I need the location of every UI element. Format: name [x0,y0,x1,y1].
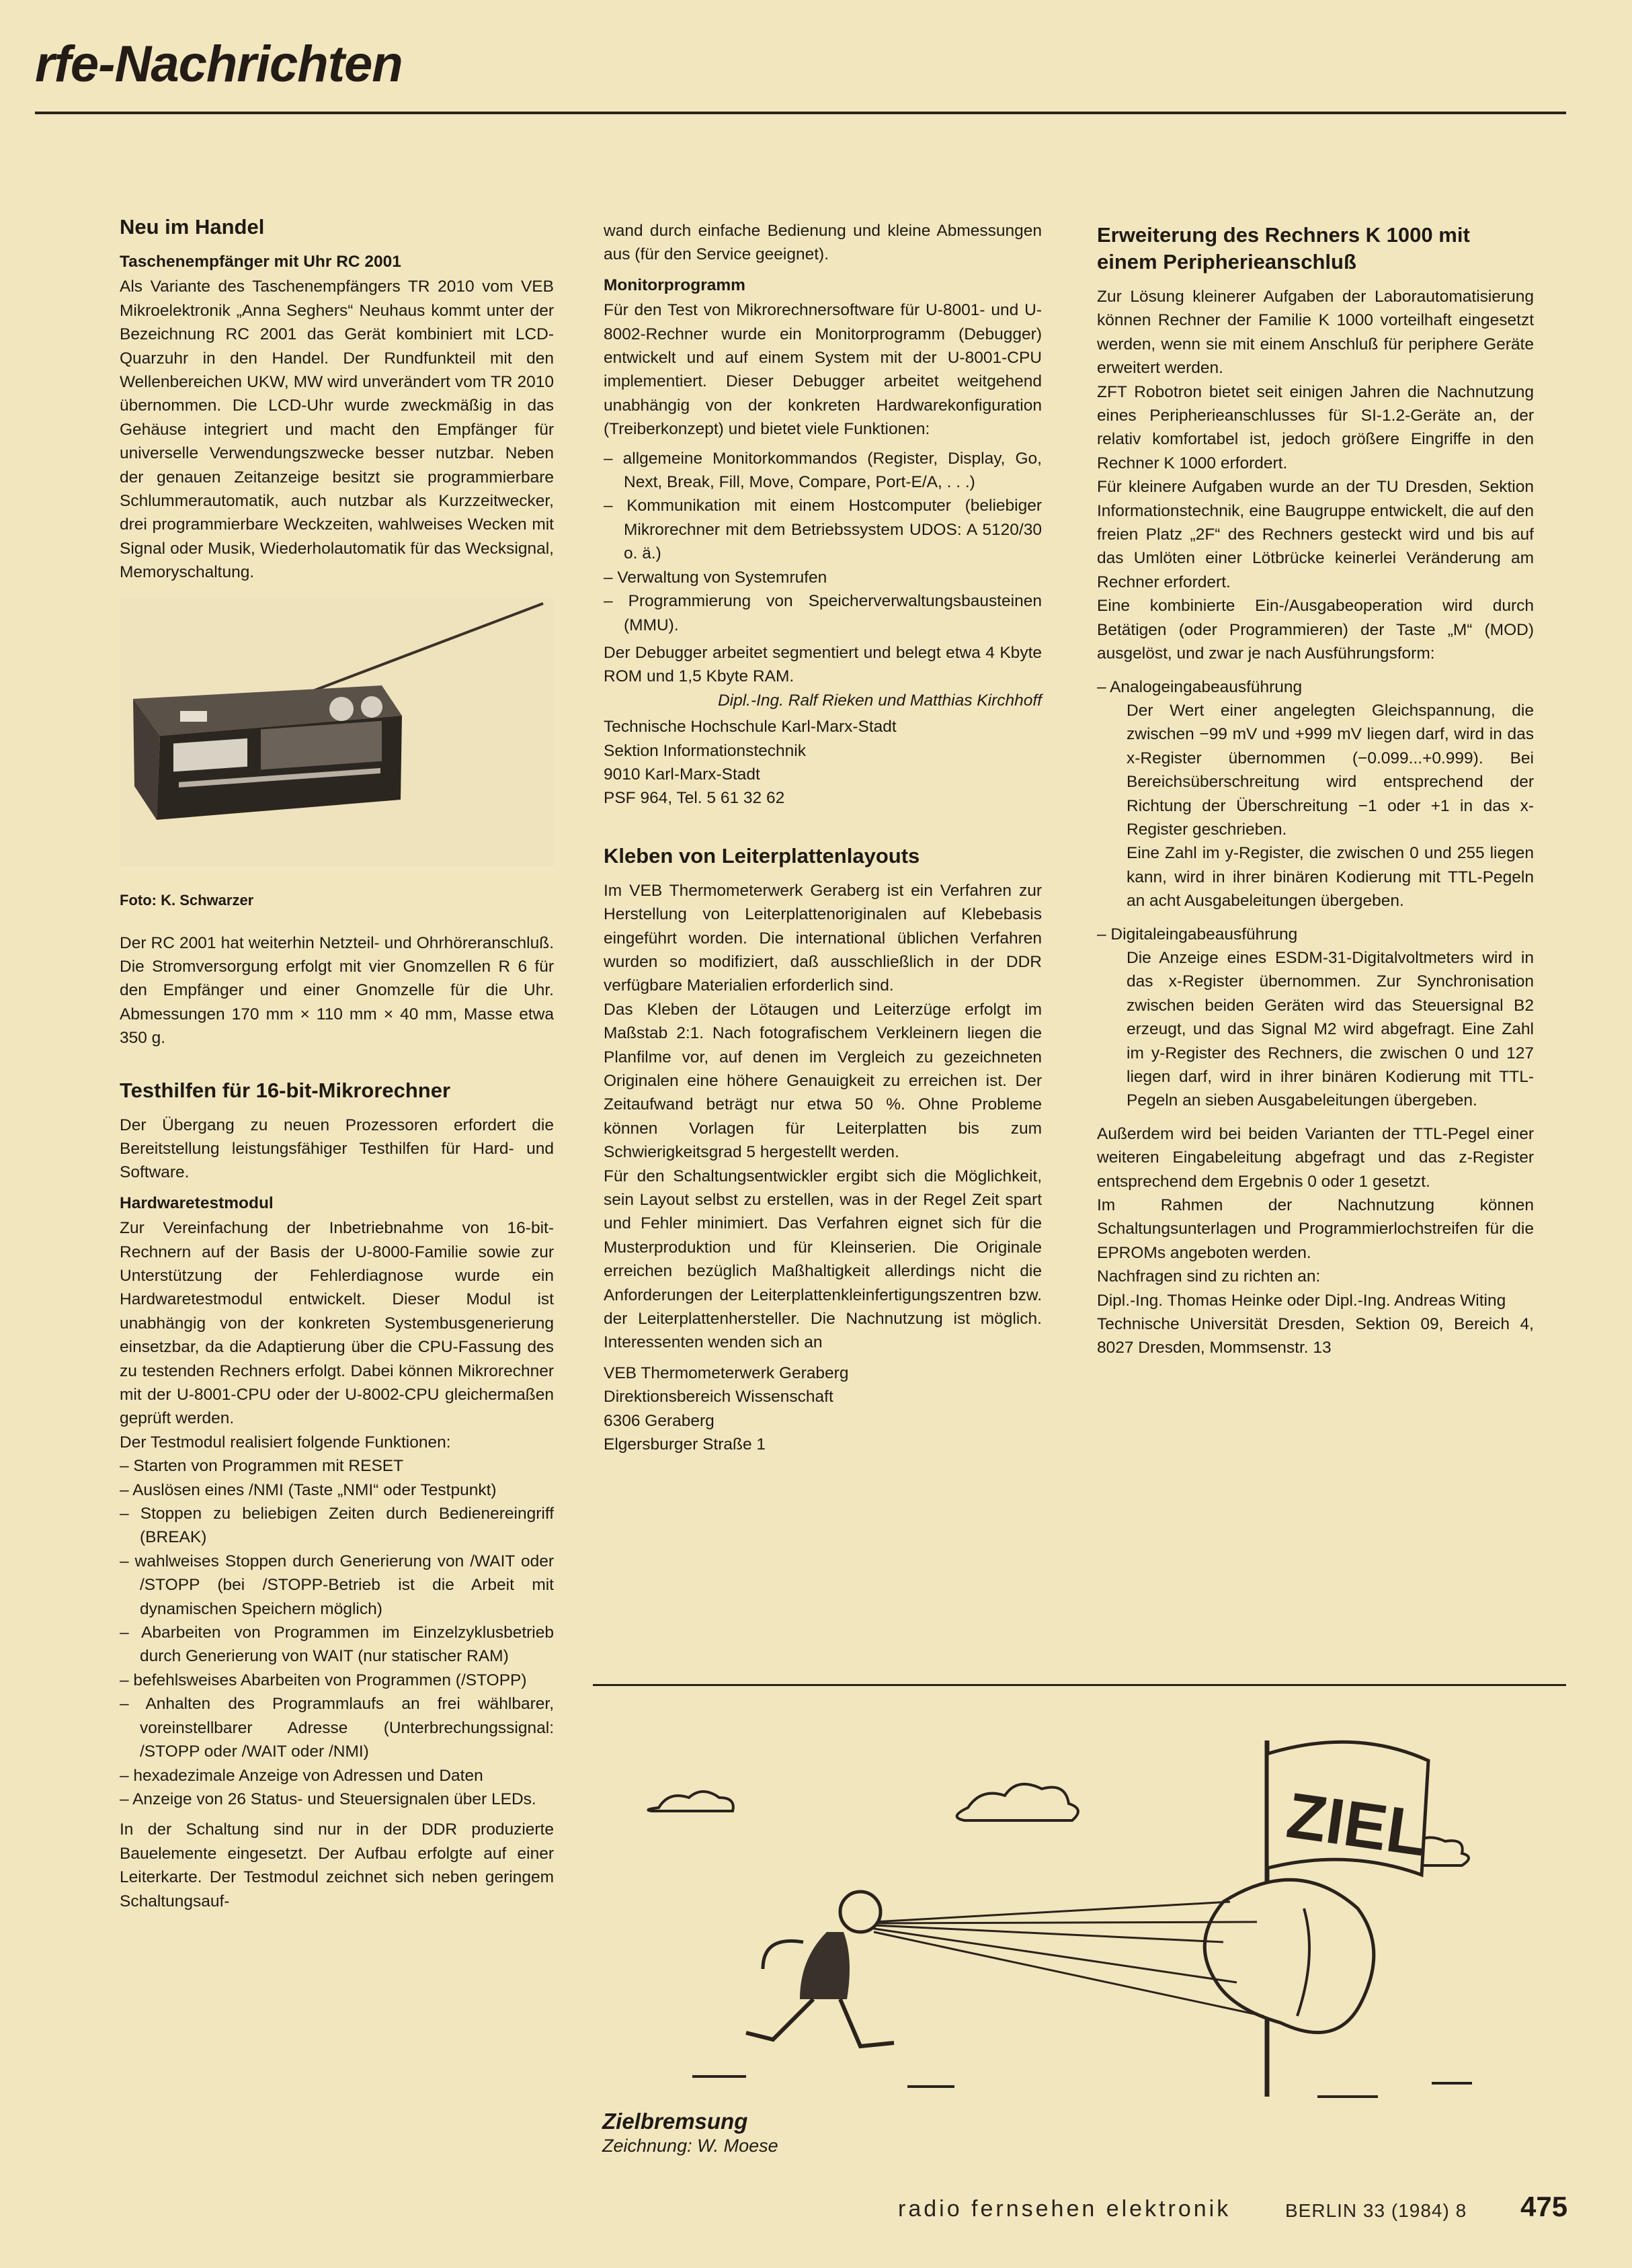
indented-block [1097,946,1534,1113]
address-line: 6306 Geraberg [604,1411,715,1430]
footer-publication: radio fernsehen elektronik [898,2196,1231,2222]
paragraph: Eine kombinierte Ein-/Ausgabeoperation wird durch Betätigen (oder Programmieren) der Taste „M“ (MOD) ausgelöst, und zwar je nach Ausführungsform: [1097,597,1534,663]
list-item: – Stoppen zu beliebigen Zeiten durch Bedienereingriff (BREAK) [120,1505,554,1547]
footer-page-number: 475 [1520,2191,1568,2222]
paragraph: Dipl.-Ing. Thomas Heinke oder Dipl.-Ing. Andreas Witing [1097,1291,1506,1310]
monitor-list [604,447,1042,637]
list-item: – allgemeine Monitorkommandos (Register, Display, Go, Next, Break, Fill, Move, Compare, Port-E/A, . . .) [604,449,1042,492]
list-item: – Abarbeiten von Programmen im Einzelzyklusbetrieb durch Generierung von WAIT (nur statischer RAM) [120,1624,554,1666]
list-item: – Verwaltung von Systemrufen [604,568,827,587]
address [604,1361,1042,1457]
list-item: – Starten von Programmen mit RESET [120,1457,404,1476]
paragraph: Zur Lösung kleinerer Aufgaben der Laborautomatisierung können Rechner der Familie K 1000 vorteilhaft eingesetzt werden, wenn sie mit einem Anschluß für periphere Geräte erweitert werden. [1097,288,1534,378]
paragraph: Nachfragen sind zu richten an: [1097,1267,1321,1286]
cartoon-rule [593,1684,1566,1686]
masthead-rule [35,112,1566,114]
article-title: Erweiterung des Rechners K 1000 mit einem Peripherieanschluß [1097,223,1470,274]
paragraph: Eine Zahl im y-Register, die zwischen 0 und 255 liegen kann, wird in ihrer binären Kodierung mit TTL-Pegeln an acht Ausgabeleitungen übergeben. [1127,844,1534,911]
photo-caption: Foto: K. Schwarzer [120,892,254,909]
subheading: Hardwaretestmodul [120,1193,274,1212]
paragraph: Für den Schaltungsentwickler ergibt sich die Möglichkeit, sein Layout selbst zu erstellen, was in der Regel Zeit spart und Fehler minimiert. Das Verfahren eignet sich für die Musterproduktion und für Kleinserien. Die Originale erreichen bezüglich Maßhaltigkeit allerdings nicht die Anforderungen der Leiterplattenkleinfertigungszentren bzw. der Leiterplattenhersteller. Die Nachnutzung ist möglich. Interessenten wenden sich an [604,1167,1042,1352]
radio-photo [120,598,554,867]
address-line: VEB Thermometerwerk Geraberg [604,1363,849,1382]
list-item: – befehlsweises Abarbeiten von Programmen (/STOPP) [120,1671,527,1689]
paragraph: Für den Test von Mikrorechnersoftware für U-8001- und U-8002-Rechner wurde ein Monitorprogramm (Debugger) entwickelt und auf einem System mit der U-8001-CPU implementiert. Dieser Debugger arbeitet weitgehend unabhängig von der konkreten Hardwarekonfiguration (Treiberkonzept) und bietet viele Funktionen: [604,301,1042,439]
address-line: 9010 Karl-Marx-Stadt [604,765,760,784]
address-line: PSF 964, Tel. 5 61 32 62 [604,789,785,808]
paragraph: Der Debugger arbeitet segmentiert und belegt etwa 4 Kbyte ROM und 1,5 Kbyte RAM. [604,643,1042,686]
cartoon-caption-title: Zielbremsung [602,2109,748,2134]
subheading: Monitorprogramm [604,276,745,294]
paragraph: Technische Universität Dresden, Sektion 09, Bereich 4, 8027 Dresden, Mommsenstr. 13 [1097,1315,1534,1357]
paragraph: Für kleinere Aufgaben wurde an der TU Dresden, Sektion Informationstechnik, eine Baugruppe entwickelt, die auf den freien Platz „2F“ des Rechners gesteckt wird und bis auf das Umlöten einer Lötbrücke keinerlei Veränderung am Rechner erfordert. [1097,478,1534,591]
list-item: – Kommunikation mit einem Hostcomputer (beliebiger Mikrorechner mit dem Betriebssystem UDOS: A 5120/30 o. ä.) [604,497,1042,563]
list-item: – wahlweises Stoppen durch Generierung von /WAIT oder /STOPP (bei /STOPP-Betrieb ist die Arbeit mit dynamischen Speichern möglich) [120,1552,554,1618]
address-line: Sektion Informationstechnik [604,741,806,760]
column-2 [604,219,1042,1457]
list-item: – Anhalten des Programmlaufs an frei wählbarer, voreinstellbarer Adresse (Unterbrechungssignal: /STOPP oder /WAIT oder /NMI) [120,1695,554,1761]
paragraph: Der RC 2001 hat weiterhin Netzteil- und Ohrhöreranschluß. Die Stromversorgung erfolgt mit vier Gnomzellen R 6 für den Empfänger und einer Gnomzelle für die Uhr. Abmessungen 170 mm × 110 mm × 40 mm, Masse etwa 350 g. [120,933,554,1048]
address-line: Elgersburger Straße 1 [604,1435,766,1454]
list-item: – Auslösen eines /NMI (Taste „NMI“ oder Testpunkt) [120,1480,497,1499]
paragraph: Zur Vereinfachung der Inbetriebnahme von 16-bit-Rechnern auf der Basis der U-8000-Familie sowie zur Unterstützung der Fehlerdiagnose wurde ein Hardwaretestmodul entwickelt. Dieser Modul ist unabhängig von der konkreten Systembusgenerierung einsetzbar, da die Adaptierung über die CPU-Fassung des zu testenden Rechners erfolgt. Dabei können Mikrorechner mit der U-8001-CPU oder der U-8002-CPU gleichermaßen geprüft werden. [120,1219,554,1428]
article-title: Testhilfen für 16-bit-Mikrorechner [120,1078,451,1102]
paragraph: Im VEB Thermometerwerk Geraberg ist ein Verfahren zur Herstellung von Leiterplattenoriginalen auf Klebebasis eingeführt worden. Die international üblichen Verfahren wurden so modifiziert, daß ausschließlich in der DDR verfügbare Materialien erforderlich sind. [604,881,1042,995]
article-title: Kleben von Leiterplattenlayouts [604,843,920,868]
cartoon-caption-credit: Zeichnung: W. Moese [602,2136,778,2156]
list-item: – hexadezimale Anzeige von Adressen und Daten [120,1766,483,1785]
subheading: – Analogeingabeausführung [1097,677,1303,696]
paragraph: Das Kleben der Lötaugen und Leiterzüge erfolgt im Maßstab 2:1. Nach fotografischem Verkleinern liegen die Planfilme vor, auf denen im Vergleich zu gezeichneten Originalen eine höhere Genauigkeit zu erreichen ist. Der Zeitaufwand beträgt nur etwa 50 %. Ohne Probleme können Vorlagen für Leiterplatten bis zum Schwierigkeitsgrad 5 hergestellt werden. [604,1000,1042,1162]
paragraph: wand durch einfache Bedienung und kleine Abmessungen aus (für den Service geeignet). [604,222,1042,264]
paragraph: Der Wert einer angelegten Gleichspannung, die zwischen −99 mV und +999 mV liegen darf, wird in das x-Register übernommen (−0.099...+0.999). Bei Bereichsüberschreitung wird entsprechend der Richtung der Überschreitung −1 oder +1 in das x-Register geschrieben. [1127,701,1534,839]
footer-issue: BERLIN 33 (1984) 8 [1285,2200,1467,2221]
cartoon-illustration [591,1700,1566,2130]
paragraph: Der Übergang zu neuen Prozessoren erfordert die Bereitstellung leistungsfähiger Testhilfen für Hard- und Software. [120,1116,554,1182]
paragraph: In der Schaltung sind nur in der DDR produzierte Bauelemente eingesetzt. Der Aufbau erfolgte auf einer Leiterkarte. Der Testmodul zeichnet sich neben geringem Schaltungsauf- [120,1820,554,1910]
indented-block [1097,699,1534,913]
paragraph: Die Anzeige eines ESDM-31-Digitalvoltmeters wird in das x-Register übernommen. Zur Synchronisation zwischen beiden Geräten wird das Steuersignal B2 erzeugt, und das Signal M2 wird abgefragt. Eine Zahl im y-Register des Rechners, die zwischen 0 und 127 liegen darf, wird in ihrer binären Kodierung mit TTL-Pegeln an sieben Ausgabeleitungen übergeben. [1127,948,1534,1110]
subheading: – Digitaleingabeausführung [1097,925,1298,943]
column-1 [120,214,554,1913]
paragraph: Als Variante des Taschenempfängers TR 2010 vom VEB Mikroelektronik „Anna Seghers“ Neuhaus kommt unter der Bezeichnung RC 2001 das Gerät kombiniert mit LCD-Quarzuhr in den Handel. Der Rundfunkteil mit den Wellenbereichen UKW, MW wird unverändert vom TR 2010 übernommen. Die LCD-Uhr wurde zweckmäßig in das Gehäuse integriert und macht den Empfänger für universelle Verwendungszwecke besser nutzbar. Neben der genauen Zeitanzeige besitzt sie programmierbare Schlummerautomatik, auch nutzbar als Kurzzeitwecker, drei programmierbare Weckzeiten, wahlweises Wecken mit Signal oder Musik, Wiederholautomatik für das Wecksignal, Memoryschaltung. [120,278,554,582]
masthead: rfe-Nachrichten [35,36,403,93]
address-line: Direktionsbereich Wissenschaft [604,1388,833,1406]
authors: Dipl.-Ing. Ralf Rieken und Matthias Kirchhoff [717,691,1042,710]
address [604,715,1042,810]
list-item: – Programmierung von Speicherverwaltungsbausteinen (MMU). [604,592,1042,634]
column-3 [1097,222,1534,1360]
section-title: Neu im Handel [120,215,265,239]
paragraph: Der Testmodul realisiert folgende Funktionen: [120,1433,451,1452]
functions-list [120,1454,554,1811]
flag-text: ZIEL [1282,1779,1431,1870]
paragraph: ZFT Robotron bietet seit einigen Jahren die Nachnutzung eines Peripherieanschlusses für SI-1.2-Geräte an, der relativ komfortabel ist, jedoch größere Eingriffe in den Rechner K 1000 erfordert. [1097,382,1534,472]
list-item: – Anzeige von 26 Status- und Steuersignalen über LEDs. [120,1790,536,1808]
address-line: Technische Hochschule Karl-Marx-Stadt [604,718,897,737]
paragraph: Außerdem wird bei beiden Varianten der TTL-Pegel einer weiteren Eingabeleitung abgefragt und das z-Register entsprechend dem Ergebnis 0 oder 1 gesetzt. [1097,1124,1534,1191]
paragraph: Im Rahmen der Nachnutzung können Schaltungsunterlagen und Programmierlochstreifen für die EPROMs angeboten werden. [1097,1196,1534,1262]
article-title: Taschenempfänger mit Uhr RC 2001 [120,253,401,271]
